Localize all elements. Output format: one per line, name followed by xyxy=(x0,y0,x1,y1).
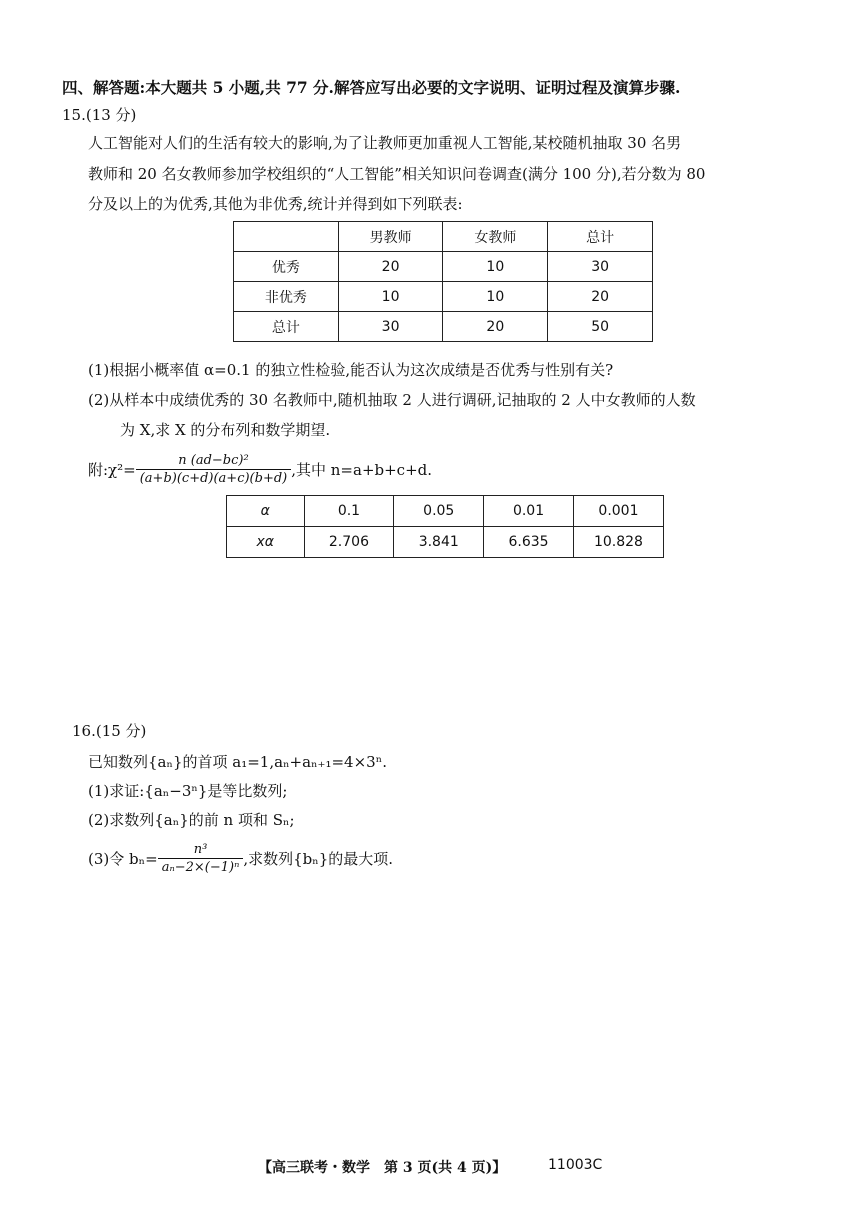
critical-value-table xyxy=(226,495,664,558)
table-cell: 优秀 xyxy=(234,252,339,282)
formula-prefix: 附:χ²= xyxy=(88,460,136,479)
q16-stem: 已知数列{aₙ}的首项 a₁=1,aₙ+aₙ₊₁=4×3ⁿ. xyxy=(88,753,387,771)
table-cell: 10 xyxy=(443,252,548,282)
formula-suffix: ,其中 n=a+b+c+d. xyxy=(291,460,433,479)
q16-part2: (2)求数列{aₙ}的前 n 项和 Sₙ; xyxy=(88,811,295,829)
q15-part1: (1)根据小概率值 α=0.1 的独立性检验,能否认为这次成绩是否优秀与性别有关? xyxy=(88,361,614,379)
contingency-table xyxy=(233,221,653,342)
table-cell: 20 xyxy=(338,252,443,282)
page-footer-label: 【高三联考・数学 第 3 页(共 4 页)】 xyxy=(258,1160,507,1176)
section-heading: 四、解答题:本大题共 5 小题,共 77 分.解答应写出必要的文字说明、证明过程及演算步骤. xyxy=(62,78,681,97)
table-header-cell: 男教师 xyxy=(338,222,443,252)
table-header-cell xyxy=(234,222,339,252)
table-cell: 20 xyxy=(443,312,548,342)
table-cell: 50 xyxy=(548,312,653,342)
table-cell: 30 xyxy=(548,252,653,282)
q15-part2-line1: (2)从样本中成绩优秀的 30 名教师中,随机抽取 2 人进行调研,记抽取的 2 人中女教师的人数 xyxy=(88,391,696,409)
crit-cell: 3.841 xyxy=(394,527,484,558)
q16-number: 16.(15 分) xyxy=(72,722,147,740)
table-cell: 10 xyxy=(443,282,548,312)
crit-cell: 10.828 xyxy=(573,527,663,558)
table-header-cell: 总计 xyxy=(548,222,653,252)
q16-part1: (1)求证:{aₙ−3ⁿ}是等比数列; xyxy=(88,782,288,800)
crit-cell: 0.05 xyxy=(394,496,484,527)
formula-denominator: (a+b)(c+d)(a+c)(b+d) xyxy=(139,470,288,486)
formula-numerator: n (ad−bc)² xyxy=(136,453,292,470)
chi-square-formula xyxy=(88,449,432,489)
crit-cell: 6.635 xyxy=(484,527,574,558)
crit-cell: α xyxy=(227,496,305,527)
part3-prefix: (3)令 bₙ= xyxy=(88,849,158,868)
part3-fraction xyxy=(158,842,244,875)
table-cell: 总计 xyxy=(234,312,339,342)
crit-cell: 0.1 xyxy=(304,496,394,527)
part3-suffix: ,求数列{bₙ}的最大项. xyxy=(243,849,394,868)
q15-intro-line3: 分及以上的为优秀,其他为非优秀,统计并得到如下列联表: xyxy=(88,195,463,213)
q15-part2-line2: 为 X,求 X 的分布列和数学期望. xyxy=(120,421,331,439)
q15-intro-line2: 教师和 20 名女教师参加学校组织的“人工智能”相关知识问卷调查(满分 100 分),若分数为 80 xyxy=(88,165,706,183)
q15-number: 15.(13 分) xyxy=(62,106,137,124)
table-cell: 10 xyxy=(338,282,443,312)
part3-denominator: aₙ−2×(−1)ⁿ xyxy=(161,859,240,875)
table-cell: 30 xyxy=(338,312,443,342)
crit-cell: 0.001 xyxy=(573,496,663,527)
table-header-cell: 女教师 xyxy=(443,222,548,252)
crit-cell: 2.706 xyxy=(304,527,394,558)
table-cell: 20 xyxy=(548,282,653,312)
crit-cell: xα xyxy=(227,527,305,558)
page-footer-code: 11003C xyxy=(548,1157,603,1173)
formula-fraction xyxy=(136,453,292,486)
q15-intro-line1: 人工智能对人们的生活有较大的影响,为了让教师更加重视人工智能,某校随机抽取 30 名男 xyxy=(88,134,682,152)
q16-part3 xyxy=(88,838,393,878)
table-cell: 非优秀 xyxy=(234,282,339,312)
crit-cell: 0.01 xyxy=(484,496,574,527)
part3-numerator: n³ xyxy=(158,842,244,859)
